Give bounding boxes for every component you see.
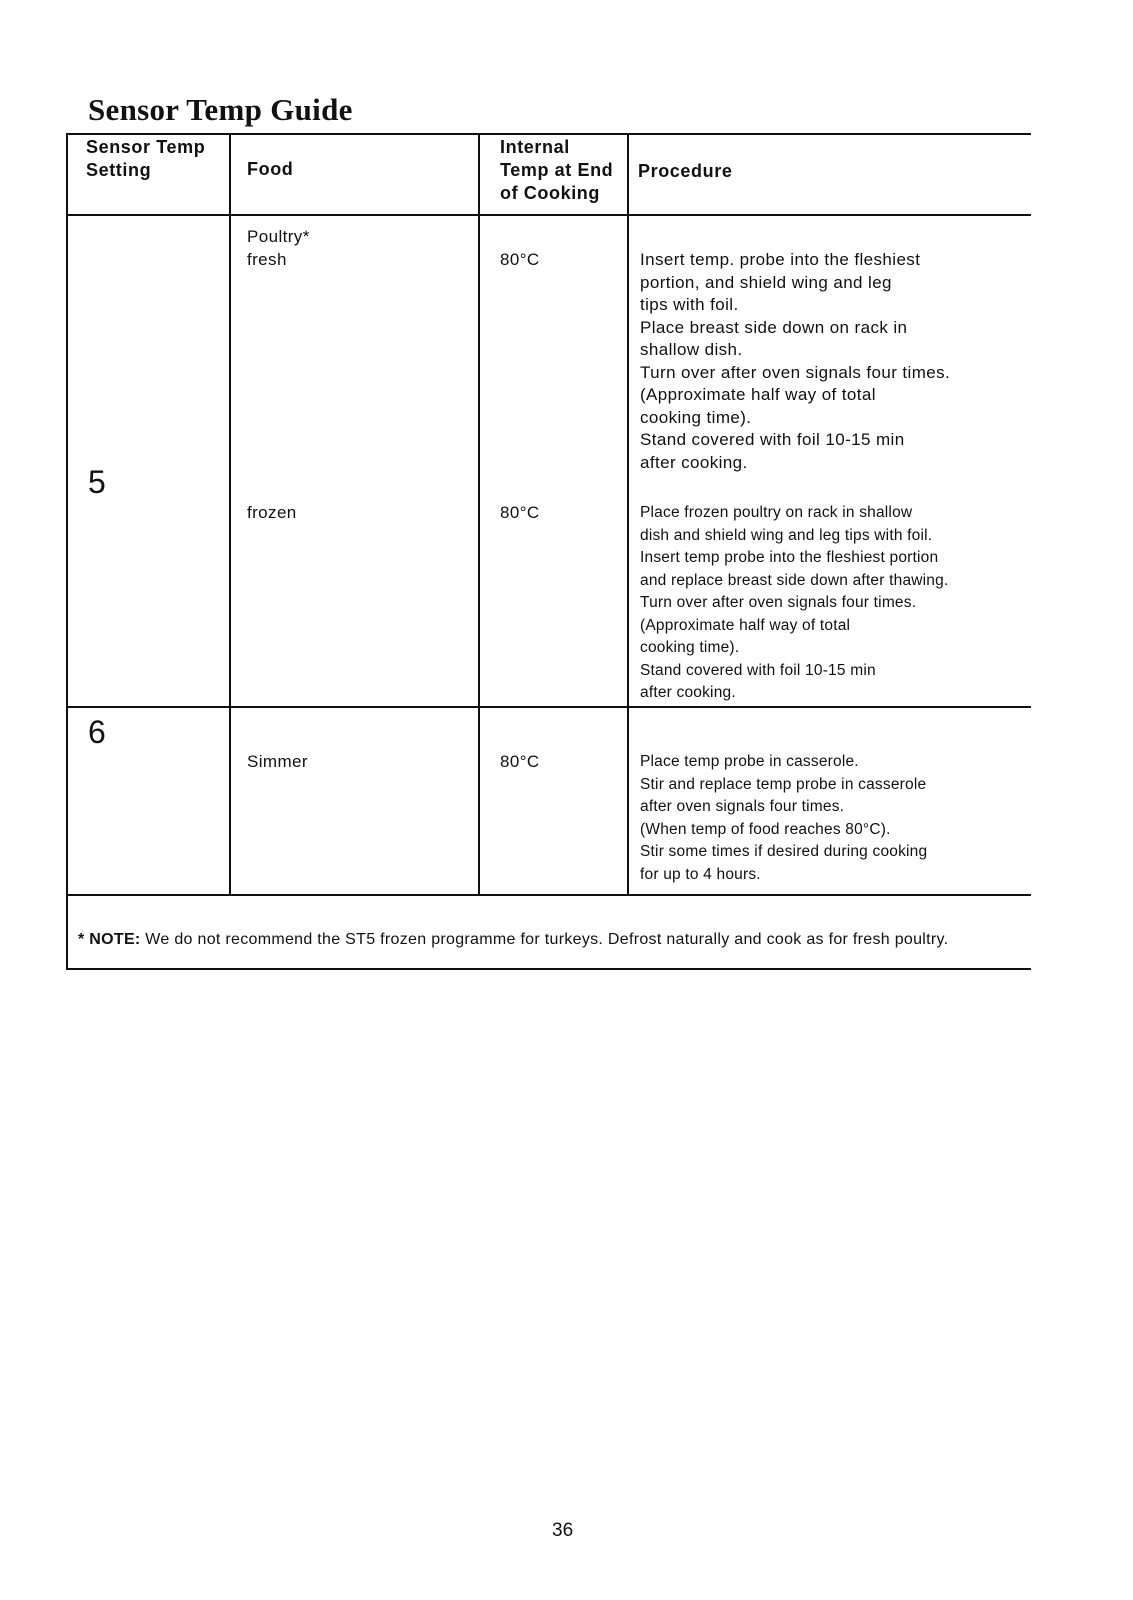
procedure-frozen: Place frozen poultry on rack in shallow dish and shield wing and leg tips with foil. Insert temp probe into the fleshiest portion and replace breast side down after thawing. Turn over after oven signals four times. (Approximate half way of total cooking time). Stand covered with foil 10-15 min after cooking. <box>640 504 949 701</box>
table-left-border <box>66 133 68 970</box>
header-bottom-rule <box>67 214 1031 216</box>
note-label: * NOTE: <box>78 931 141 948</box>
temp-fresh: 80°C <box>500 250 540 269</box>
setting-6: 6 <box>88 714 106 750</box>
header-internal-temp: Internal Temp at End of Cooking <box>500 137 614 203</box>
poultry-label: Poultry* <box>247 227 310 246</box>
procedure-simmer: Place temp probe in casserole. Stir and replace temp probe in casserole after oven signals four times. (When temp of food reaches 80°C). Stir some times if desired during cooking for up to 4 hours. <box>640 753 928 883</box>
column-divider-3 <box>627 133 629 896</box>
column-divider-2 <box>478 133 480 896</box>
procedure-fresh: Insert temp. probe into the fleshiest portion, and shield wing and leg tips with foil. Place breast side down on rack in shallow dish. Turn over after oven signals four times. (Approximate half way of total cooking time). Stand covered with foil 10-15 min after cooking. <box>640 250 951 472</box>
footnote <box>78 928 1033 952</box>
header-procedure: Procedure <box>638 161 733 181</box>
food-frozen: frozen <box>247 503 297 522</box>
food-simmer: Simmer <box>247 752 308 771</box>
page-title: Sensor Temp Guide <box>88 92 353 127</box>
food-fresh: fresh <box>247 250 287 269</box>
temp-frozen: 80°C <box>500 503 540 522</box>
page-number: 36 <box>552 1520 574 1541</box>
note-text: We do not recommend the ST5 frozen programme for turkeys. Defrost naturally and cook as for fresh poultry. <box>140 931 949 948</box>
temp-simmer: 80°C <box>500 752 540 771</box>
column-divider-1 <box>229 133 231 896</box>
table-top-rule <box>67 133 1031 135</box>
row-divider-rule <box>67 706 1031 708</box>
header-food: Food <box>247 159 294 179</box>
table-bottom-rule <box>67 894 1031 896</box>
header-sensor-temp-setting: Sensor Temp Setting <box>86 137 206 180</box>
note-bottom-rule <box>67 968 1031 970</box>
setting-5: 5 <box>88 464 106 500</box>
